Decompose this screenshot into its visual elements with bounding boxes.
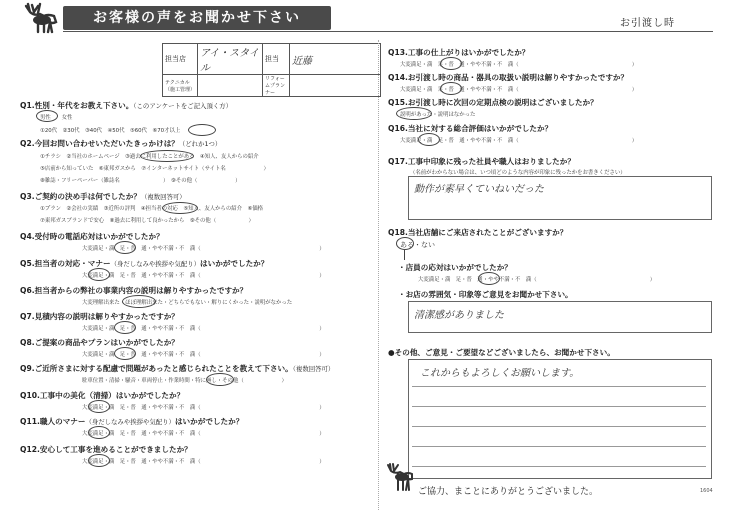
q2-options-2: ⑤店前から知っていた ⑥東邦ガスから ⑦インターネットサイト（サイト名 ）: [40, 166, 269, 172]
q9-title: Q9.ご近所さまに対する配慮で問題があったと感じられたことを教えて下さい。（複数回答可）: [20, 364, 335, 373]
q16-title: Q16.当社に対する総合評価はいかがでしたか？: [388, 124, 553, 133]
rep-value: 近藤: [290, 44, 381, 75]
technical-value: [198, 75, 263, 97]
q11-title: Q11.職人のマナー（身だしなみや挨拶や気配り）はいかがでしたか？: [20, 417, 244, 426]
q12-title: Q12.安心して工事を進めることができましたか？: [20, 445, 192, 454]
q9-scale: 駐車位置・清掃・騒音・車両停止・作業時間・特に無し・その他（ ）: [82, 378, 287, 384]
q11-scale: 大変満足・満 足・普 通・やや不満・不 満（ ）: [82, 431, 325, 437]
q6-answer-circle: [122, 295, 156, 308]
q2-options-1: ①チラシ ②当社のホームページ ③過去に利用したことがある ④知人、友人からの紹介: [40, 154, 259, 160]
q7-answer-circle: [114, 321, 136, 334]
q3-answer-circle: [162, 202, 198, 214]
column-divider: [378, 40, 379, 510]
q11-answer-circle: [88, 426, 110, 439]
q4-title: Q4.受付時の電話応対はいかがでしたか？: [20, 232, 164, 241]
q10-scale: 大変満足・満 足・普 通・やや不満・不 満（ ）: [82, 405, 325, 411]
page-title: お客様の声をお聞かせ下さい: [63, 6, 331, 30]
q3-options-1: ①プラン ②会社の実績 ③近所の評判 ④担当者の対応 ⑤知人、友人からの紹介 ⑥価格: [40, 206, 264, 212]
q17-answer: 動作が素早くていねいだった: [414, 184, 544, 195]
q7-scale: 大変満足・満 足・普 通・やや不満・不 満（ ）: [82, 326, 325, 332]
q8-scale: 大変満足・満 足・普 通・やや不満・不 満（ ）: [82, 352, 325, 358]
deer-logo-icon: [18, 2, 60, 40]
q14-scale: 大変満足・満 足・普 通・やや不満・不 満（ ）: [400, 87, 638, 93]
comments-line-2: [412, 406, 706, 407]
form-code: 1604: [700, 488, 713, 494]
q8-title: Q8.ご提案の商品やプランはいかがでしたか？: [20, 338, 179, 347]
comments-answer: これからもよろしくお願いします。: [420, 368, 580, 379]
q14-title: Q14.お引渡し時の商品・器具の取扱い説明は解りやすかったですか？: [388, 73, 629, 82]
q15-answer-circle: [396, 107, 432, 120]
q2-options-3: ⑧雑誌・フリーペーパー（雑誌名 ） ⑨その他（ ）: [40, 178, 241, 184]
technical-label: テクニカル（施工管理）: [163, 75, 198, 97]
planner-label: リフォームプランナー: [263, 75, 290, 97]
q18-sub1-title: ・店員の応対はいかがでしたか？: [398, 263, 512, 272]
staff-info-table: [162, 43, 381, 97]
q16-answer-circle: [418, 133, 440, 146]
store-label: 担当店: [163, 44, 198, 75]
q3-title: Q3.ご契約の決め手は何でしたか？（複数回答可）: [20, 192, 186, 201]
q14-answer-circle: [440, 82, 462, 95]
q8-answer-circle: [114, 347, 136, 360]
comments-line-4: [412, 446, 706, 447]
q13-title: Q13.工事の仕上がりはいかがでしたか？: [388, 48, 530, 57]
q1-age-options: ①20代 ②30代 ③40代 ④50代 ⑤60代 ⑥70才以上: [40, 128, 181, 134]
q10-title: Q10.工事中の美化（清掃）はいかがでしたか？: [20, 391, 185, 400]
q18-sub1-answer-circle: [478, 272, 500, 285]
q15-title: Q15.お引渡し時に次回の定期点検の説明はございましたか？: [388, 98, 598, 107]
q4-answer-circle: [114, 241, 136, 254]
q17-title: Q17.工事中印象に残った社員や職人はおりましたか？: [388, 157, 575, 166]
q18-answer-circle: [396, 237, 414, 250]
header-rule: [63, 31, 713, 32]
q18-sub2-title: ・お店の雰囲気・印象等ご意見をお聞かせ下さい。: [398, 290, 573, 299]
comments-title: ●その他、ご意見・ご要望などございましたら、お聞かせ下さい。: [388, 348, 615, 357]
comments-line-5: [412, 466, 706, 467]
q5-scale: 大変満足・満 足・普 通・やや不満・不 満（ ）: [82, 273, 325, 279]
q18-sub1-scale: 大変満足・満 足・普 通・やや不満・不 満（ ）: [418, 277, 656, 283]
q1-gender-options: 男性 女性: [40, 115, 73, 121]
q18-arrow: [404, 250, 405, 260]
q18-title: Q18.当社店舗にご来店されたことがございますか？: [388, 228, 568, 237]
comments-line-3: [412, 426, 706, 427]
form-type-label: お引渡し時: [620, 18, 675, 29]
age-answer-circle: [188, 124, 216, 136]
q3-options-2: ⑦東邦ガスブランドで安心 ⑧過去に利用して良かったから ⑨その他（ ）: [40, 218, 254, 224]
footer-deer-icon: [382, 462, 414, 494]
q10-answer-circle: [88, 400, 110, 413]
q12-scale: 大変満足・満 足・普 通・やや不満・不 満（ ）: [82, 459, 325, 465]
comments-line-1: [412, 386, 706, 387]
q6-title: Q6.担当者からの弊社の事業内容の説明は解りやすかったですか？: [20, 286, 248, 295]
store-value: アイ・スタイル: [198, 44, 263, 75]
q13-answer-circle: [440, 57, 462, 70]
rep-label: 担当: [263, 44, 290, 75]
q18-sub2-answer: 清潔感がありました: [414, 310, 504, 321]
q17-note: （名前がわからない場合は、いつ頃どのような内容が印象に残ったかをお書きください）: [410, 170, 626, 176]
q5-answer-circle: [88, 268, 110, 281]
q9-answer-circle: [206, 373, 234, 386]
q15-scale: 説明があった・説明はなかった: [400, 112, 476, 118]
planner-value: [290, 75, 381, 97]
q5-title: Q5.担当者の対応・マナー（身だしなみや挨拶や気配り）はいかがでしたか？: [20, 259, 269, 268]
q4-scale: 大変満足・満 足・普 通・やや不満・不 満（ ）: [82, 246, 325, 252]
q6-scale: 大変理解出来た・ほぼ理解出来た・どちらでもない・解りにくかった・説明がなかった: [82, 300, 293, 306]
q13-scale: 大変満足・満 足・普 通・やや不満・不 満（ ）: [400, 62, 638, 68]
q2-answer-circle: [140, 150, 194, 162]
q18-options: ある・ない: [400, 241, 435, 249]
q2-title: Q2.今回お問い合わせいただいたきっかけは？（どれか1つ）: [20, 139, 222, 148]
q1-title: Q1.性別・年代をお教え下さい。（このアンケートをご記入頂く方）: [20, 101, 233, 110]
q12-answer-circle: [88, 454, 110, 467]
q7-title: Q7.見積内容の説明は解りやすかったですか？: [20, 312, 179, 321]
footer-thanks: ご協力、まことにありがとうございました。: [418, 487, 599, 497]
q16-scale: 大変満足・満 足・普 通・やや不満・不 満（ ）: [400, 138, 638, 144]
